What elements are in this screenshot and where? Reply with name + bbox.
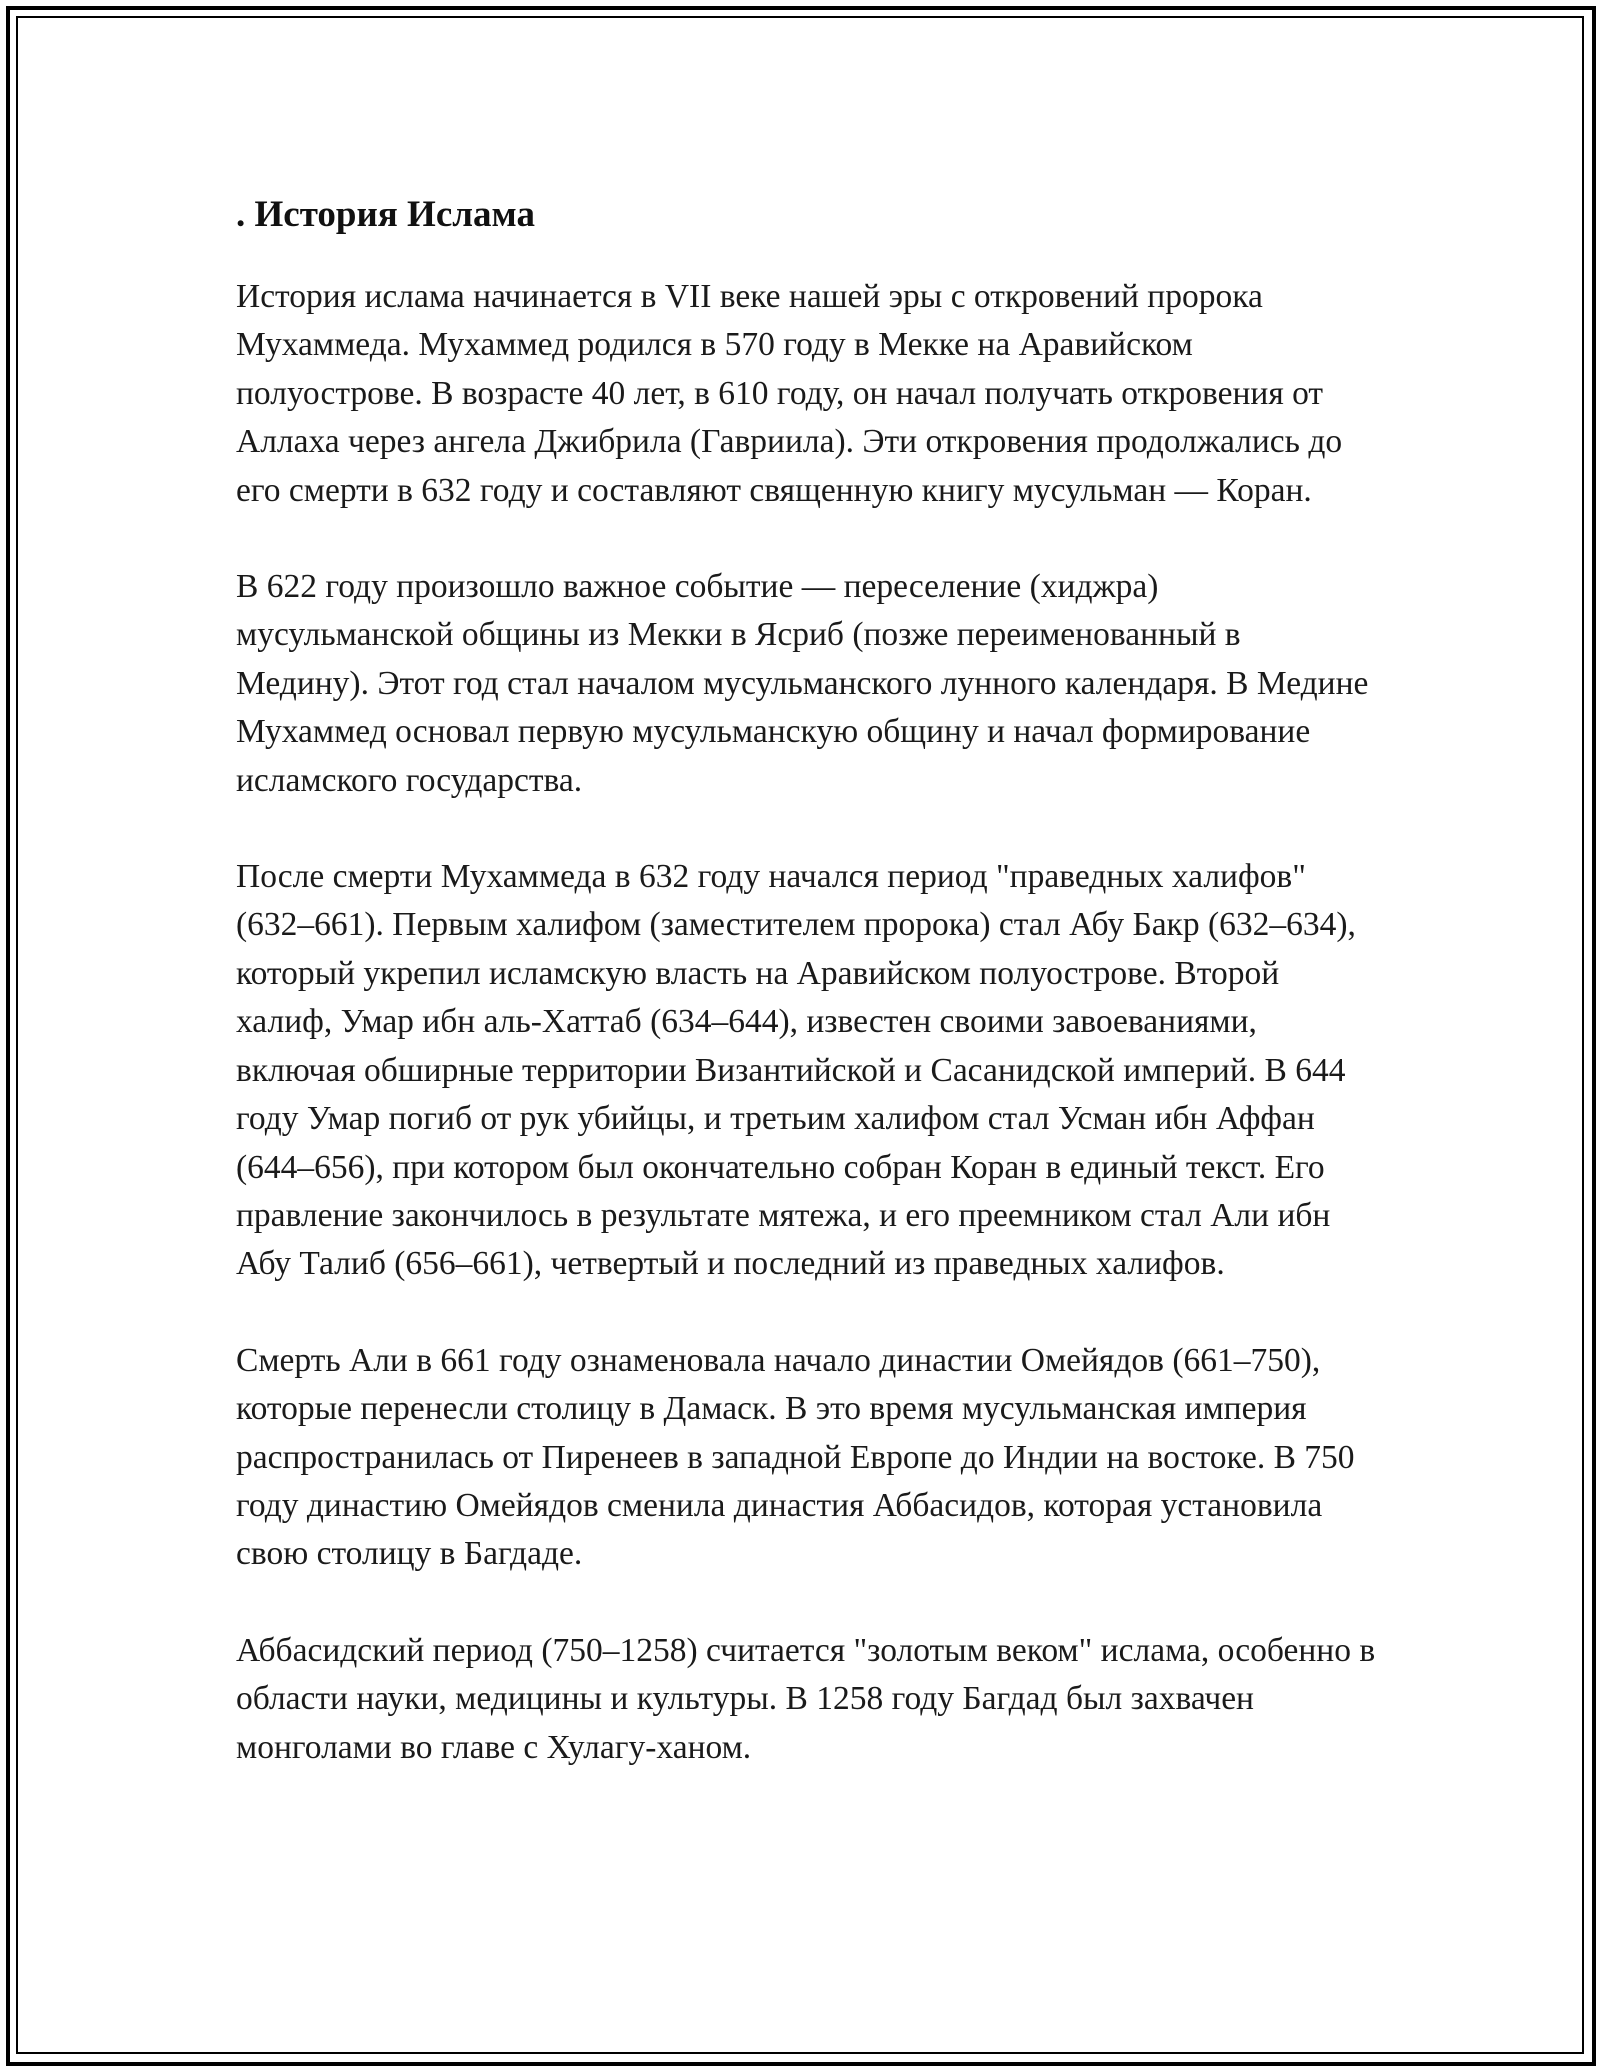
document-body [236,185,1376,1820]
paragraph-hijra: В 622 году произошло важное событие — переселение (хиджра) мусульманской общины из Мекки в Ясриб (позже переименованный в Медину). Этот год стал началом мусульманского лунного календаря. В Медине Мухаммед основал первую мусульманскую общину и начал формирование исламского государства. [236,568,1369,799]
paragraph-umayyads: Смерть Али в 661 году ознаменовала начало династии Омейядов (661–750), которые перенесли столицу в Дамаск. В это время мусульманская империя распространилась от Пиренеев в западной Европе до Индии на востоке. В 750 году династию Омейядов сменила династия Аббасидов, которая установила свою столицу в Багдаде. [236,1341,1355,1573]
paragraph-rightly-guided-caliphs: После смерти Мухаммеда в 632 году начался период "праведных халифов" (632–661). Первым халифом (заместителем пророка) стал Абу Бакр (632–634), который укрепил исламскую власть на Аравийском полуострове. Второй халиф, Умар ибн аль-Хаттаб (634–644), известен своими завоеваниями, включая обширные территории Византийской и Сасанидской империй. В 644 году Умар погиб от рук убийцы, и третьим халифом стал Усман ибн Аффан (644–656), при котором был окончательно собран Коран в единый текст. Его правление закончилось в результате мятежа, и его преемником стал Али ибн Абу Талиб (656–661), четвертый и последний из праведных халифов. [236,858,1356,1283]
paragraph-origins: История ислама начинается в VII веке нашей эры с откровений пророка Мухаммеда. Мухаммед родился в 570 году в Мекке на Аравийском полуострове. В возрасте 40 лет, в 610 году, он начал получать откровения от Аллаха через ангела Джибрила (Гавриила). Эти откровения продолжались до его смерти в 632 году и составляют священную книгу мусульман — Коран. [236,278,1343,509]
page-title: . История Ислама [236,194,535,235]
paragraph-abbasids: Аббасидский период (750–1258) считается "золотым веком" ислама, особенно в области науки, медицины и культуры. В 1258 году Багдад был захвачен монголами во главе с Хулагу-ханом. [236,1631,1376,1766]
